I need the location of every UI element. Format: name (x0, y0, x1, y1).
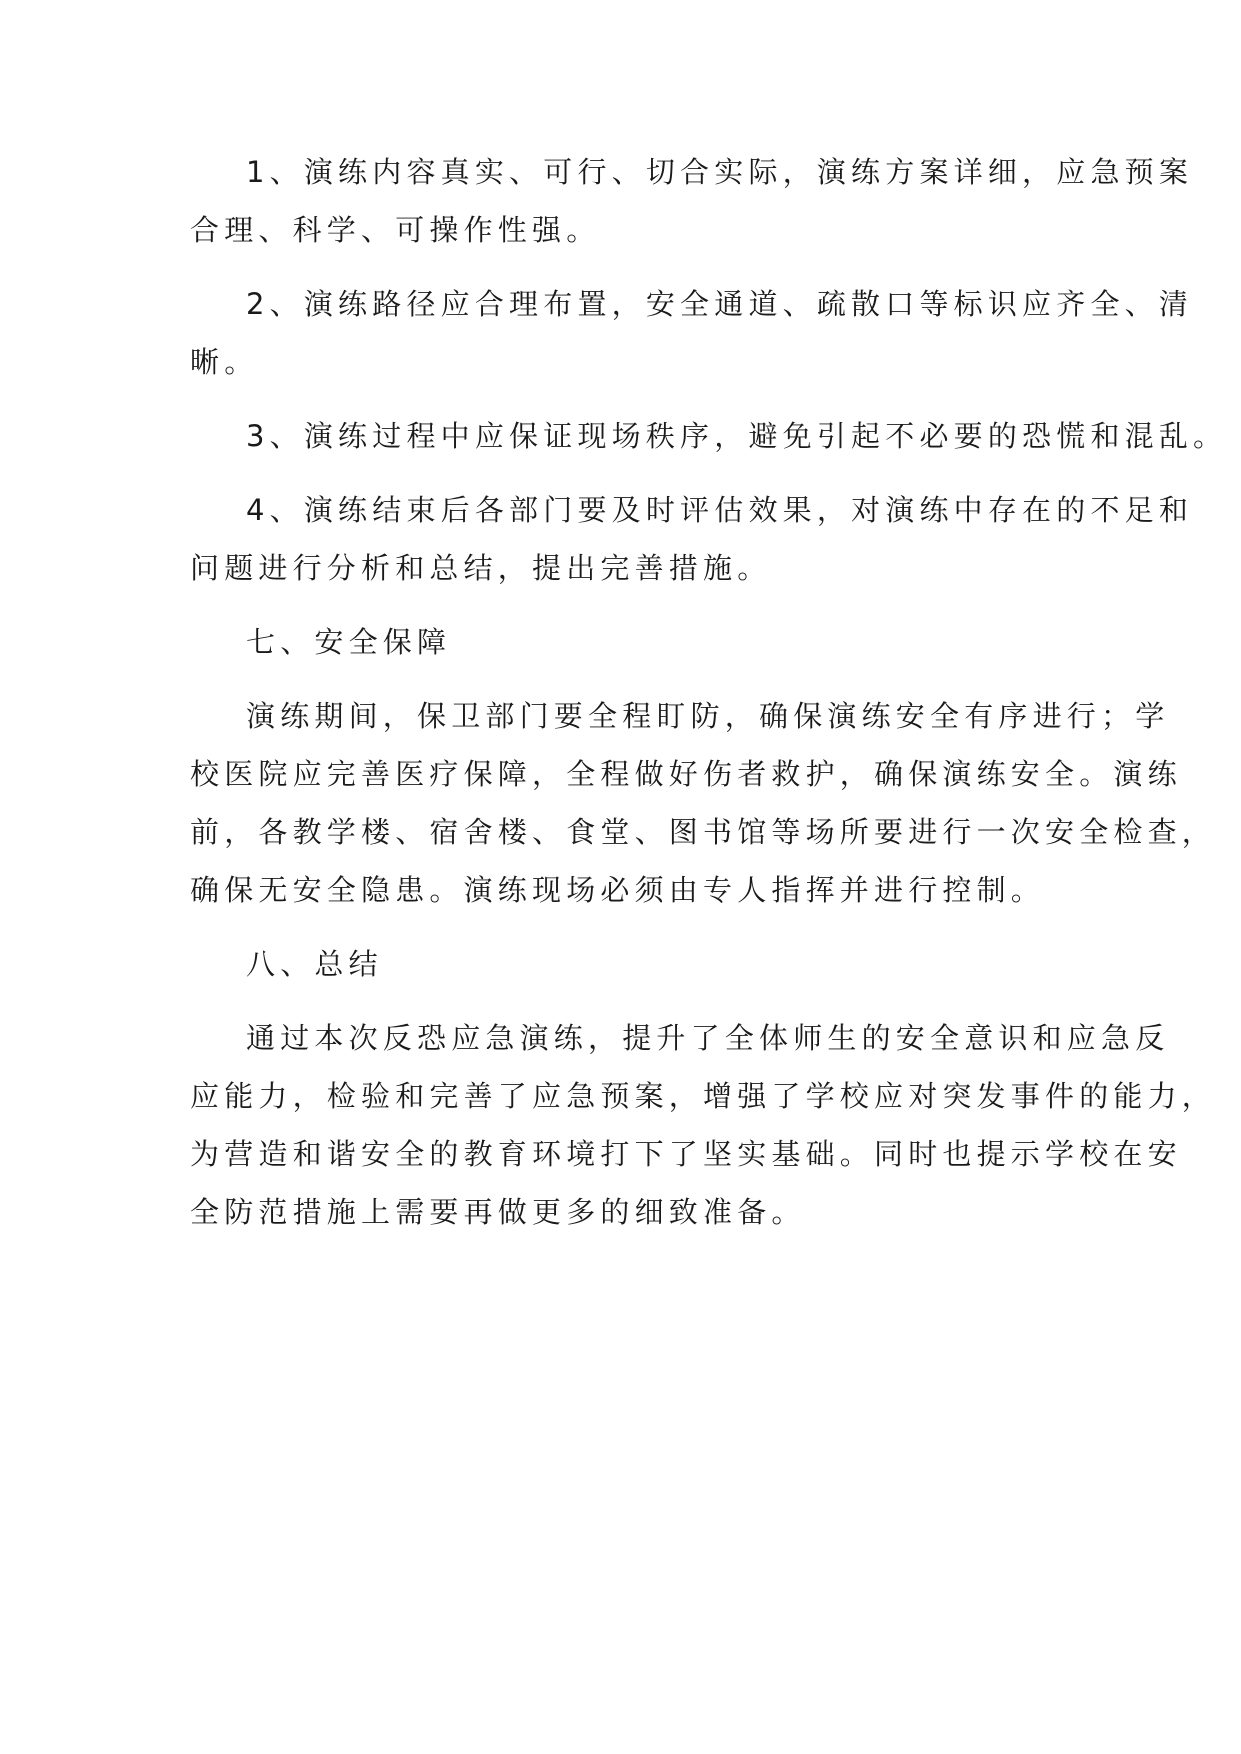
item-3-line-1: 3、演练过程中应保证现场秩序，避免引起不必要的恐慌和混乱。 (246, 419, 1228, 453)
section-heading-safety: 七、安全保障 (246, 625, 452, 659)
item-2-line-2: 晰。 (190, 345, 259, 379)
item-4-line-1: 4、演练结束后各部门要及时评估效果，对演练中存在的不足和 (246, 493, 1194, 527)
safety-paragraph-line-4: 确保无安全隐患。演练现场必须由专人指挥并进行控制。 (190, 873, 1046, 907)
item-1-line-1: 1、演练内容真实、可行、切合实际，演练方案详细，应急预案 (246, 155, 1194, 189)
safety-paragraph-line-2: 校医院应完善医疗保障，全程做好伤者救护，确保演练安全。演练 (190, 757, 1182, 791)
section-heading-summary: 八、总结 (246, 947, 383, 981)
summary-paragraph-line-1: 通过本次反恐应急演练，提升了全体师生的安全意识和应急反 (246, 1021, 1170, 1055)
summary-paragraph-line-2: 应能力，检验和完善了应急预案，增强了学校应对突发事件的能力， (190, 1079, 1217, 1113)
item-1-line-2: 合理、科学、可操作性强。 (190, 213, 601, 247)
item-4-line-2: 问题进行分析和总结，提出完善措施。 (190, 551, 772, 585)
summary-paragraph-line-4: 全防范措施上需要再做更多的细致准备。 (190, 1195, 806, 1229)
safety-paragraph-line-3: 前，各教学楼、宿舍楼、食堂、图书馆等场所要进行一次安全检查， (190, 815, 1217, 849)
summary-paragraph-line-3: 为营造和谐安全的教育环境打下了坚实基础。同时也提示学校在安 (190, 1137, 1182, 1171)
item-2-line-1: 2、演练路径应合理布置，安全通道、疏散口等标识应齐全、清 (246, 287, 1194, 321)
safety-paragraph-line-1: 演练期间，保卫部门要全程盯防，确保演练安全有序进行；学 (246, 699, 1170, 733)
